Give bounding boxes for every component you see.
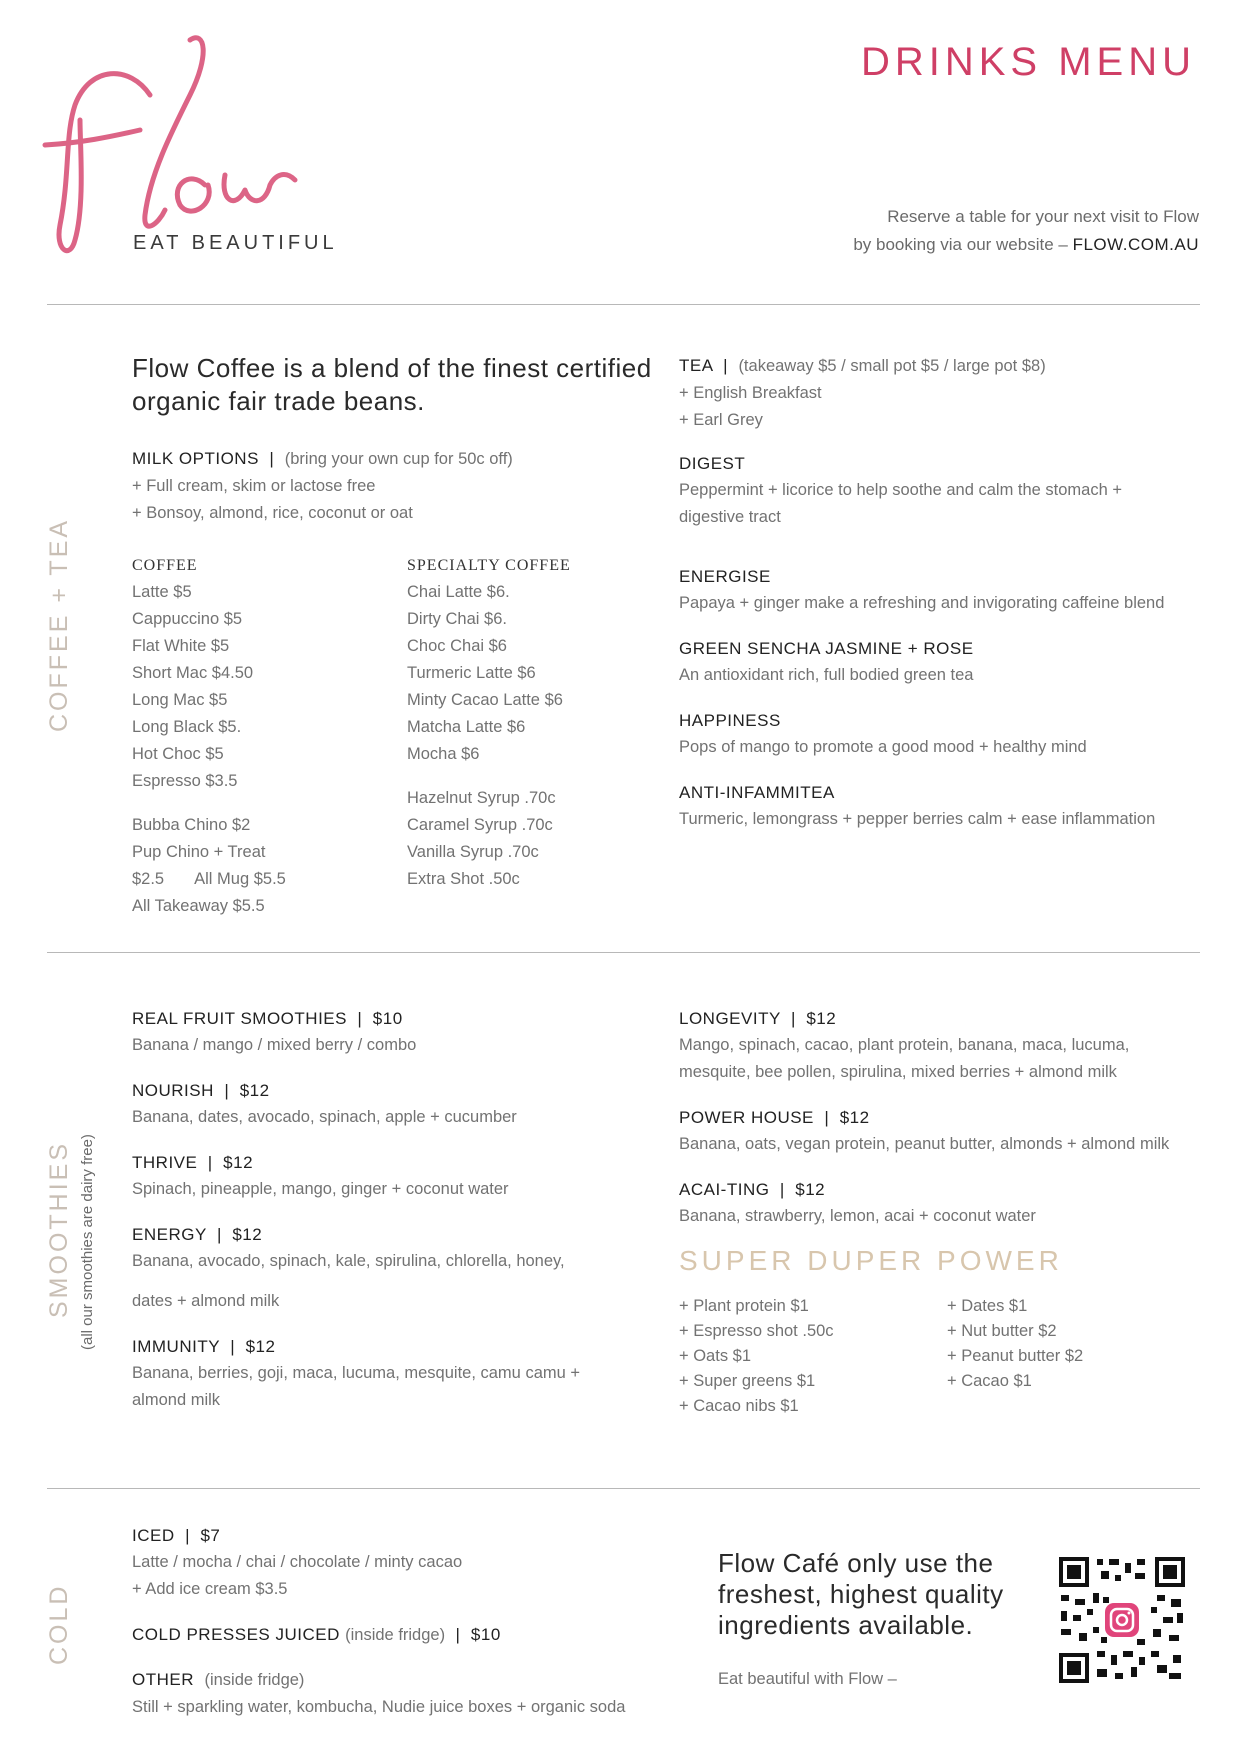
reserve-note [853,203,1199,259]
smoothie-price: $12 [245,1337,276,1356]
addon-item: + Super greens $1 [679,1372,816,1390]
smoothie-immunity: IMMUNITY | $12 Banana, berries, goji, maca, lucuma, mesquite, camu camu + almond milk [132,1333,632,1414]
smoothie-desc: Banana, dates, avocado, spinach, apple + cucumber [132,1108,517,1126]
specialty-heading: SPECIALTY COFFEE [407,557,571,574]
cold-other [132,1666,712,1721]
milk-options: MILK OPTIONS | (bring your own cup for 50c off) + Full cream, skim or lactose free + Bonsoy, almond, rice, coconut or oat [132,445,513,527]
coffee-intro: Flow Coffee is a blend of the finest certified organic fair trade beans. [132,353,652,416]
specialty-item: Choc Chai $6 [407,637,507,655]
tea-desc: Pops of mango to promote a good mood + healthy mind [679,738,1087,756]
coffee-item: Hot Choc $5 [132,745,224,763]
smoothie-name: THRIVE [132,1153,198,1172]
tea-name: DIGEST [679,454,746,473]
smoothie-price: $12 [239,1081,270,1100]
smoothie-acai-ting: ACAI-TING | $12 Banana, strawberry, lemon, acai + coconut water [679,1176,1189,1230]
specialty-item: Matcha Latte $6 [407,718,526,736]
milk-option-line: + Full cream, skim or lactose free [132,477,376,495]
tea-digest [679,450,1189,531]
smoothie-desc: Banana, strawberry, lemon, acai + coconut water [679,1207,1036,1225]
tea-item: + English Breakfast [679,384,822,402]
coffee-extra: All Mug $5.5 [194,870,286,888]
addon-item: + Dates $1 [947,1297,1028,1315]
smoothie-name: POWER HOUSE [679,1108,814,1127]
tea-item: + Earl Grey [679,411,763,429]
addon-item: + Oats $1 [679,1347,752,1365]
syrup-item: Extra Shot .50c [407,870,520,888]
page-title: DRINKS MENU [860,40,1196,84]
addon-item: + Plant protein $1 [679,1297,809,1315]
smoothie-desc: almond milk [132,1391,221,1409]
syrup-item: Caramel Syrup .70c [407,816,553,834]
cold-name: OTHER [132,1670,194,1689]
addon-item: + Nut butter $2 [947,1322,1057,1340]
coffee-item: Flat White $5 [132,637,230,655]
section-title-coffee-tea: COFFEE + TEA [45,517,73,732]
coffee-heading: COFFEE [132,557,198,574]
reserve-line-2: by booking via our website – [853,235,1068,254]
smoothie-desc: Banana, avocado, spinach, kale, spirulina, chlorella, honey, [132,1252,565,1270]
smoothie-energy: ENERGY | $12 Banana, avocado, spinach, kale, spirulina, chlorella, honey, dates + almond milk [132,1221,632,1315]
super-duper-heading: SUPER DUPER POWER [679,1245,1063,1276]
smoothie-price: $12 [795,1180,826,1199]
smoothie-desc: Mango, spinach, cacao, plant protein, banana, maca, lucuma, [679,1036,1130,1054]
cold-note: (inside fridge) [204,1671,305,1689]
coffee-item: Latte $5 [132,583,192,601]
coffee-list [132,552,253,795]
smoothie-price: $12 [839,1108,870,1127]
addon-item: + Cacao $1 [947,1372,1032,1390]
coffee-extra: Bubba Chino $2 [132,816,251,834]
divider [47,1488,1200,1489]
coffee-extras [132,812,286,920]
addon-item: + Espresso shot .50c [679,1322,834,1340]
syrup-list [407,785,556,893]
cold-desc: Still + sparkling water, kombucha, Nudie juice boxes + organic soda [132,1698,626,1716]
smoothie-price: $12 [223,1153,254,1172]
tea-desc: Papaya + ginger make a refreshing and invigorating caffeine blend [679,594,1165,612]
smoothie-desc: dates + almond milk [132,1292,280,1310]
divider [47,304,1200,305]
tea-name: HAPPINESS [679,711,781,730]
milk-option-line: + Bonsoy, almond, rice, coconut or oat [132,504,413,522]
tea-name: ENERGISE [679,567,771,586]
smoothie-price: $12 [806,1009,837,1028]
smoothie-price: $12 [232,1225,263,1244]
smoothie-desc: mesquite, bee pollen, spirulina, mixed berries + almond milk [679,1063,1117,1081]
coffee-extra: $2.5 [132,870,165,888]
smoothie-desc: Banana / mango / mixed berry / combo [132,1036,417,1054]
tea-note: (takeaway $5 / small pot $5 / large pot $8) [738,357,1046,375]
smoothie-name: REAL FRUIT SMOOTHIES [132,1009,347,1028]
cold-name: ICED [132,1526,175,1545]
cold-extra: + Add ice cream $3.5 [132,1580,288,1598]
smoothie-name: LONGEVITY [679,1009,781,1028]
tea-green-sencha [679,635,1189,689]
cold-iced: ICED | $7 Latte / mocha / chai / chocolate / minty cacao + Add ice cream $3.5 [132,1522,692,1603]
tea-energise [679,563,1189,617]
tea-desc: Peppermint + licorice to help soothe and calm the stomach + digestive tract [679,481,1122,526]
tea-desc: An antioxidant rich, full bodied green tea [679,666,974,684]
addon-item: + Peanut butter $2 [947,1347,1084,1365]
cold-price: $7 [200,1526,221,1545]
specialty-item: Mocha $6 [407,745,480,763]
divider [47,952,1200,953]
cold-juiced: COLD PRESSES JUICED (inside fridge) | $10 [132,1625,501,1644]
cold-price: $10 [470,1625,501,1644]
section-title-cold: COLD [45,1583,73,1665]
smoothie-name: ENERGY [132,1225,207,1244]
milk-options-note: (bring your own cup for 50c off) [284,450,513,468]
coffee-extra: Pup Chino + Treat [132,843,266,861]
specialty-item: Chai Latte $6. [407,583,510,601]
coffee-item: Long Mac $5 [132,691,228,709]
eat-beautiful-note: Eat beautiful with Flow – [718,1670,897,1688]
tea-name: GREEN SENCHA JASMINE + ROSE [679,639,974,658]
website-link[interactable]: FLOW.COM.AU [1072,235,1199,254]
specialty-coffee-list [407,552,571,768]
smoothie-nourish: NOURISH | $12 Banana, dates, avocado, spinach, apple + cucumber [132,1077,632,1131]
tea-name: ANTI-INFAMMITEA [679,783,835,802]
reserve-line-1: Reserve a table for your next visit to Flow [887,207,1199,226]
addon-item: + Cacao nibs $1 [679,1397,799,1415]
coffee-item: Long Black $5. [132,718,242,736]
smoothie-name: ACAI-TING [679,1180,770,1199]
syrup-item: Hazelnut Syrup .70c [407,789,556,807]
quality-statement: Flow Café only use the freshest, highest quality ingredients available. [718,1548,1004,1640]
smoothie-desc: Banana, oats, vegan protein, peanut butter, almonds + almond milk [679,1135,1170,1153]
cold-note: (inside fridge) [345,1626,446,1644]
coffee-item: Cappuccino $5 [132,610,243,628]
smoothie-price: $10 [372,1009,403,1028]
tea-happiness [679,707,1189,761]
cold-name: COLD PRESSES JUICED [132,1625,340,1644]
specialty-item: Turmeric Latte $6 [407,664,536,682]
smoothie-real-fruit: REAL FRUIT SMOOTHIES | $10 Banana / mango / mixed berry / combo [132,1005,632,1059]
milk-options-heading: MILK OPTIONS [132,449,259,468]
smoothie-desc: Banana, berries, goji, maca, lucuma, mesquite, camu camu + [132,1364,581,1382]
smoothie-desc: Spinach, pineapple, mango, ginger + coconut water [132,1180,509,1198]
specialty-item: Minty Cacao Latte $6 [407,691,563,709]
section-title-smoothies: SMOOTHIES [45,1140,73,1318]
tea-list: TEA | (takeaway $5 / small pot $5 / large pot $8) + English Breakfast + Earl Grey [679,352,1189,434]
smoothies-note: (all our smoothies are dairy free) [79,1134,96,1350]
coffee-extra: All Takeaway $5.5 [132,897,265,915]
tea-desc: Turmeric, lemongrass + pepper berries calm + ease inflammation [679,810,1156,828]
flow-logo [40,25,330,265]
cold-desc: Latte / mocha / chai / chocolate / minty cacao [132,1553,463,1571]
smoothie-name: IMMUNITY [132,1337,220,1356]
coffee-item: Short Mac $4.50 [132,664,254,682]
syrup-item: Vanilla Syrup .70c [407,843,539,861]
tea-heading: TEA [679,356,713,375]
super-duper-col-1 [679,1294,834,1419]
instagram-qr-code-icon[interactable] [1057,1555,1187,1685]
coffee-item: Espresso $3.5 [132,772,238,790]
super-duper-col-2 [947,1294,1083,1394]
smoothie-name: NOURISH [132,1081,214,1100]
tagline: EAT BEAUTIFUL [133,232,338,254]
smoothie-power-house: POWER HOUSE | $12 Banana, oats, vegan protein, peanut butter, almonds + almond milk [679,1104,1189,1158]
smoothie-longevity: LONGEVITY | $12 Mango, spinach, cacao, plant protein, banana, maca, lucuma, mesquite, bee pollen, spirulina, mixed berries + almond milk [679,1005,1189,1086]
smoothie-thrive: THRIVE | $12 Spinach, pineapple, mango, ginger + coconut water [132,1149,632,1203]
specialty-item: Dirty Chai $6. [407,610,507,628]
tea-anti-infammitea [679,779,1189,833]
